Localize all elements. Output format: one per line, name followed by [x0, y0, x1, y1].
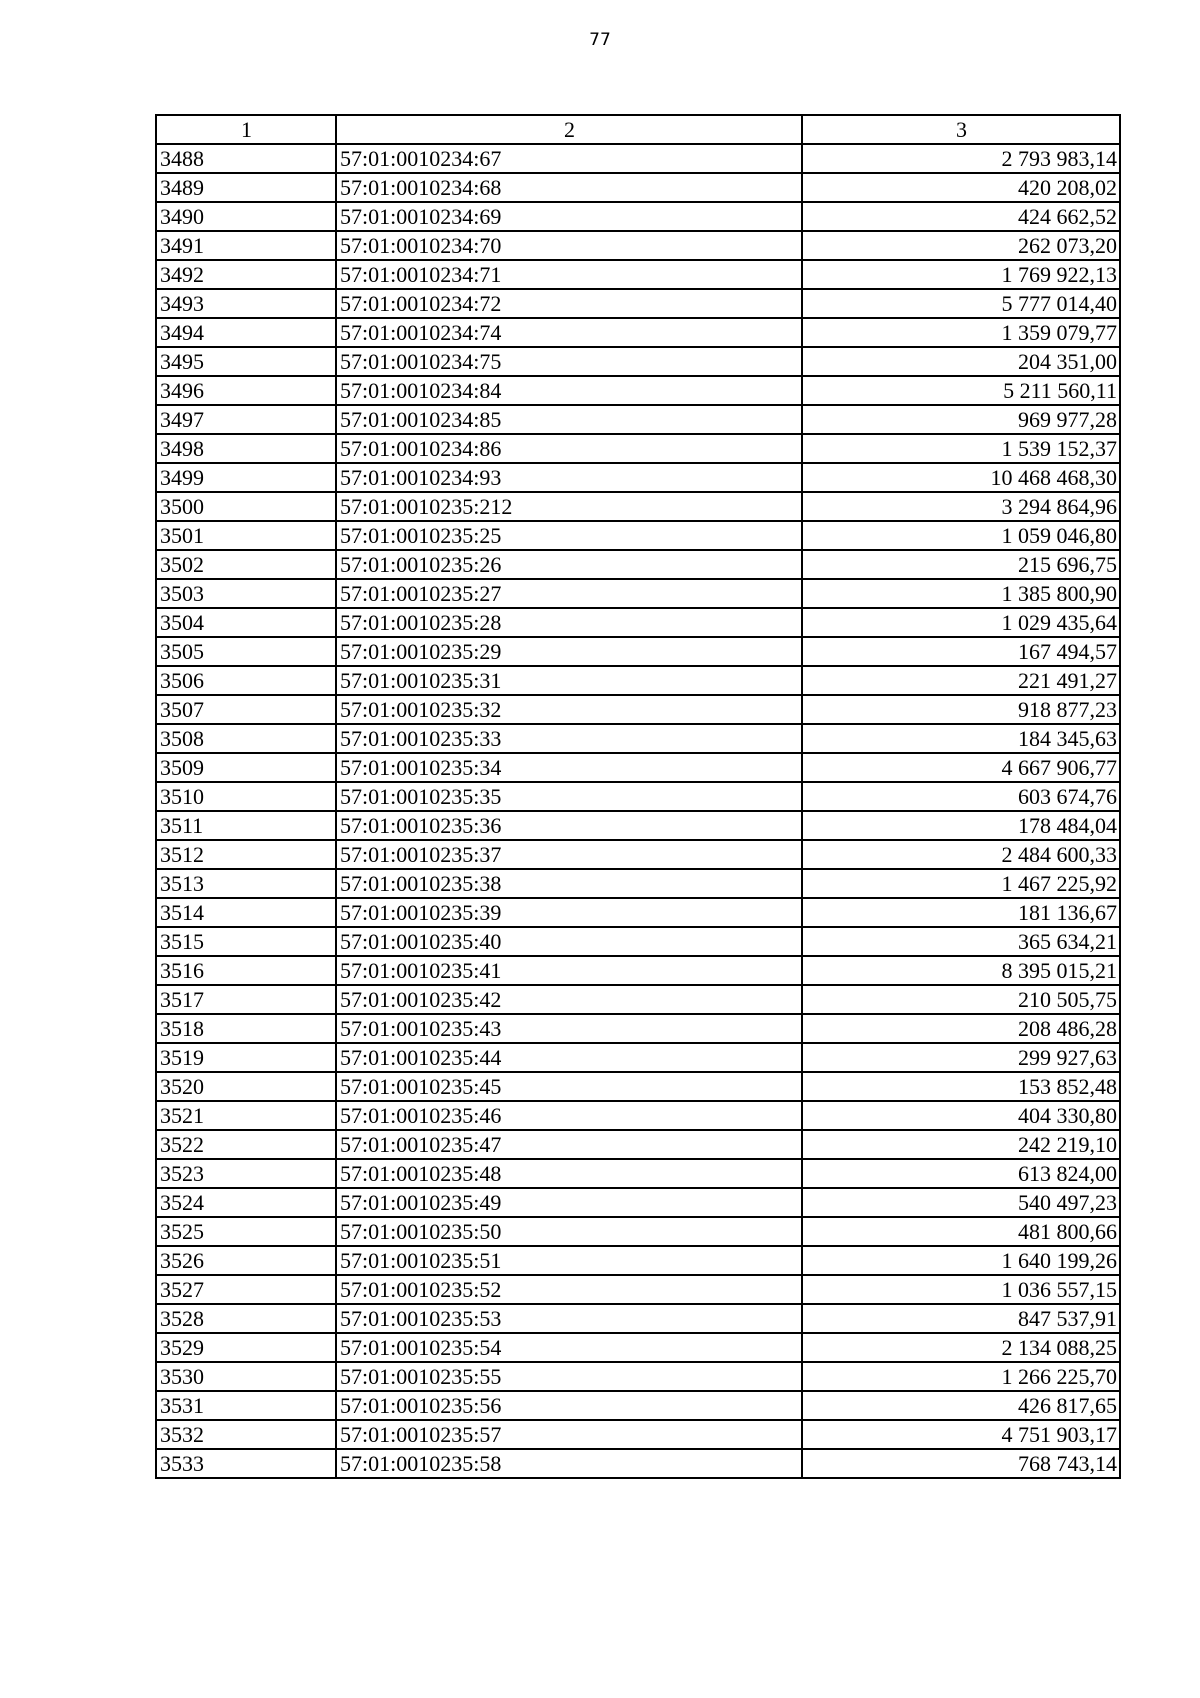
cadastral-value-cell: 1 539 152,37 [802, 434, 1120, 463]
row-number-cell: 3492 [156, 260, 336, 289]
table-row [156, 1420, 1120, 1449]
table-row [156, 811, 1120, 840]
cadastral-number-cell: 57:01:0010235:212 [336, 492, 802, 521]
cadastral-number-cell: 57:01:0010235:29 [336, 637, 802, 666]
cadastral-number-cell: 57:01:0010235:38 [336, 869, 802, 898]
row-number-cell: 3519 [156, 1043, 336, 1072]
cadastral-number-cell: 57:01:0010235:47 [336, 1130, 802, 1159]
column-header-number: 1 [156, 115, 336, 144]
row-number-cell: 3523 [156, 1159, 336, 1188]
cadastral-number-cell: 57:01:0010235:46 [336, 1101, 802, 1130]
table-row [156, 637, 1120, 666]
row-number-cell: 3533 [156, 1449, 336, 1478]
table-row [156, 956, 1120, 985]
cadastral-value-cell: 242 219,10 [802, 1130, 1120, 1159]
row-number-cell: 3488 [156, 144, 336, 173]
cadastral-value-cell: 1 059 046,80 [802, 521, 1120, 550]
cadastral-value-cell: 167 494,57 [802, 637, 1120, 666]
cadastral-value-cell: 178 484,04 [802, 811, 1120, 840]
cadastral-value-cell: 613 824,00 [802, 1159, 1120, 1188]
cadastral-number-cell: 57:01:0010235:55 [336, 1362, 802, 1391]
cadastral-value-cell: 481 800,66 [802, 1217, 1120, 1246]
table-row [156, 1304, 1120, 1333]
cadastral-number-cell: 57:01:0010235:51 [336, 1246, 802, 1275]
row-number-cell: 3531 [156, 1391, 336, 1420]
cadastral-number-cell: 57:01:0010234:69 [336, 202, 802, 231]
table-row [156, 1130, 1120, 1159]
cadastral-number-cell: 57:01:0010235:43 [336, 1014, 802, 1043]
cadastral-number-cell: 57:01:0010234:75 [336, 347, 802, 376]
row-number-cell: 3502 [156, 550, 336, 579]
row-number-cell: 3494 [156, 318, 336, 347]
column-header-value: 3 [802, 115, 1120, 144]
row-number-cell: 3511 [156, 811, 336, 840]
cadastral-value-cell: 4 751 903,17 [802, 1420, 1120, 1449]
cadastral-value-cell: 2 134 088,25 [802, 1333, 1120, 1362]
table-row [156, 1043, 1120, 1072]
table-row [156, 405, 1120, 434]
row-number-cell: 3510 [156, 782, 336, 811]
cadastral-number-cell: 57:01:0010234:68 [336, 173, 802, 202]
table-row [156, 1014, 1120, 1043]
cadastral-value-cell: 1 769 922,13 [802, 260, 1120, 289]
table-row [156, 289, 1120, 318]
cadastral-number-cell: 57:01:0010235:45 [336, 1072, 802, 1101]
table-row [156, 231, 1120, 260]
table-row [156, 1391, 1120, 1420]
cadastral-number-cell: 57:01:0010235:27 [336, 579, 802, 608]
row-number-cell: 3512 [156, 840, 336, 869]
table-row [156, 782, 1120, 811]
row-number-cell: 3504 [156, 608, 336, 637]
table-row [156, 202, 1120, 231]
row-number-cell: 3526 [156, 1246, 336, 1275]
cadastral-number-cell: 57:01:0010234:85 [336, 405, 802, 434]
table-row [156, 840, 1120, 869]
row-number-cell: 3529 [156, 1333, 336, 1362]
table-row [156, 1449, 1120, 1478]
table-body [156, 144, 1120, 1478]
cadastral-number-cell: 57:01:0010235:37 [336, 840, 802, 869]
row-number-cell: 3498 [156, 434, 336, 463]
row-number-cell: 3530 [156, 1362, 336, 1391]
row-number-cell: 3508 [156, 724, 336, 753]
cadastral-number-cell: 57:01:0010235:44 [336, 1043, 802, 1072]
cadastral-number-cell: 57:01:0010235:33 [336, 724, 802, 753]
row-number-cell: 3527 [156, 1275, 336, 1304]
row-number-cell: 3507 [156, 695, 336, 724]
cadastral-number-cell: 57:01:0010234:84 [336, 376, 802, 405]
row-number-cell: 3503 [156, 579, 336, 608]
cadastral-number-cell: 57:01:0010235:34 [336, 753, 802, 782]
cadastral-number-cell: 57:01:0010235:25 [336, 521, 802, 550]
table-row [156, 898, 1120, 927]
cadastral-value-cell: 204 351,00 [802, 347, 1120, 376]
cadastral-value-cell: 3 294 864,96 [802, 492, 1120, 521]
row-number-cell: 3509 [156, 753, 336, 782]
row-number-cell: 3528 [156, 1304, 336, 1333]
cadastral-value-cell: 221 491,27 [802, 666, 1120, 695]
cadastral-value-cell: 184 345,63 [802, 724, 1120, 753]
cadastral-number-cell: 57:01:0010235:57 [336, 1420, 802, 1449]
row-number-cell: 3524 [156, 1188, 336, 1217]
row-number-cell: 3517 [156, 985, 336, 1014]
cadastral-number-cell: 57:01:0010234:93 [336, 463, 802, 492]
table-header [156, 115, 1120, 144]
table-row [156, 376, 1120, 405]
cadastral-number-cell: 57:01:0010234:86 [336, 434, 802, 463]
table-row [156, 1246, 1120, 1275]
table-row [156, 869, 1120, 898]
cadastral-value-cell: 210 505,75 [802, 985, 1120, 1014]
table-row [156, 1101, 1120, 1130]
cadastral-number-cell: 57:01:0010235:26 [336, 550, 802, 579]
row-number-cell: 3514 [156, 898, 336, 927]
header-row [156, 115, 1120, 144]
row-number-cell: 3497 [156, 405, 336, 434]
cadastral-number-cell: 57:01:0010235:36 [336, 811, 802, 840]
cadastral-number-cell: 57:01:0010235:28 [336, 608, 802, 637]
cadastral-value-cell: 181 136,67 [802, 898, 1120, 927]
cadastral-number-cell: 57:01:0010235:42 [336, 985, 802, 1014]
cadastral-value-cell: 208 486,28 [802, 1014, 1120, 1043]
cadastral-value-table [155, 114, 1121, 1479]
cadastral-value-cell: 847 537,91 [802, 1304, 1120, 1333]
cadastral-value-cell: 153 852,48 [802, 1072, 1120, 1101]
row-number-cell: 3499 [156, 463, 336, 492]
table-row [156, 1333, 1120, 1362]
table-row [156, 985, 1120, 1014]
row-number-cell: 3500 [156, 492, 336, 521]
cadastral-value-cell: 2 793 983,14 [802, 144, 1120, 173]
cadastral-value-cell: 540 497,23 [802, 1188, 1120, 1217]
cadastral-number-cell: 57:01:0010235:35 [336, 782, 802, 811]
cadastral-number-cell: 57:01:0010234:67 [336, 144, 802, 173]
table-row [156, 318, 1120, 347]
row-number-cell: 3515 [156, 927, 336, 956]
cadastral-number-cell: 57:01:0010235:54 [336, 1333, 802, 1362]
cadastral-value-cell: 1 640 199,26 [802, 1246, 1120, 1275]
cadastral-number-cell: 57:01:0010235:58 [336, 1449, 802, 1478]
row-number-cell: 3522 [156, 1130, 336, 1159]
table-row [156, 608, 1120, 637]
cadastral-value-cell: 8 395 015,21 [802, 956, 1120, 985]
cadastral-value-cell: 5 211 560,11 [802, 376, 1120, 405]
row-number-cell: 3521 [156, 1101, 336, 1130]
table-row [156, 579, 1120, 608]
row-number-cell: 3532 [156, 1420, 336, 1449]
table-row [156, 521, 1120, 550]
table-row [156, 1217, 1120, 1246]
cadastral-value-cell: 5 777 014,40 [802, 289, 1120, 318]
row-number-cell: 3513 [156, 869, 336, 898]
cadastral-value-cell: 1 036 557,15 [802, 1275, 1120, 1304]
cadastral-value-cell: 1 266 225,70 [802, 1362, 1120, 1391]
cadastral-number-cell: 57:01:0010235:41 [336, 956, 802, 985]
cadastral-number-cell: 57:01:0010235:56 [336, 1391, 802, 1420]
row-number-cell: 3525 [156, 1217, 336, 1246]
cadastral-value-cell: 262 073,20 [802, 231, 1120, 260]
table-row [156, 1188, 1120, 1217]
cadastral-value-cell: 4 667 906,77 [802, 753, 1120, 782]
cadastral-value-cell: 299 927,63 [802, 1043, 1120, 1072]
table-row [156, 1362, 1120, 1391]
table-row [156, 463, 1120, 492]
table-row [156, 260, 1120, 289]
table-row [156, 927, 1120, 956]
cadastral-value-cell: 426 817,65 [802, 1391, 1120, 1420]
table-row [156, 724, 1120, 753]
cadastral-number-cell: 57:01:0010235:48 [336, 1159, 802, 1188]
table-row [156, 1159, 1120, 1188]
cadastral-number-cell: 57:01:0010235:39 [336, 898, 802, 927]
cadastral-value-cell: 603 674,76 [802, 782, 1120, 811]
cadastral-number-cell: 57:01:0010235:32 [336, 695, 802, 724]
table-row [156, 347, 1120, 376]
cadastral-value-cell: 768 743,14 [802, 1449, 1120, 1478]
row-number-cell: 3495 [156, 347, 336, 376]
table-row [156, 666, 1120, 695]
row-number-cell: 3516 [156, 956, 336, 985]
cadastral-number-cell: 57:01:0010235:52 [336, 1275, 802, 1304]
cadastral-value-cell: 1 467 225,92 [802, 869, 1120, 898]
row-number-cell: 3505 [156, 637, 336, 666]
cadastral-number-cell: 57:01:0010235:53 [336, 1304, 802, 1333]
cadastral-value-cell: 424 662,52 [802, 202, 1120, 231]
cadastral-value-cell: 420 208,02 [802, 173, 1120, 202]
row-number-cell: 3520 [156, 1072, 336, 1101]
table-row [156, 173, 1120, 202]
cadastral-number-cell: 57:01:0010235:50 [336, 1217, 802, 1246]
row-number-cell: 3490 [156, 202, 336, 231]
column-header-cadastral: 2 [336, 115, 802, 144]
row-number-cell: 3491 [156, 231, 336, 260]
cadastral-number-cell: 57:01:0010234:71 [336, 260, 802, 289]
cadastral-number-cell: 57:01:0010234:72 [336, 289, 802, 318]
row-number-cell: 3501 [156, 521, 336, 550]
cadastral-number-cell: 57:01:0010235:40 [336, 927, 802, 956]
row-number-cell: 3518 [156, 1014, 336, 1043]
cadastral-number-cell: 57:01:0010235:49 [336, 1188, 802, 1217]
cadastral-value-cell: 918 877,23 [802, 695, 1120, 724]
cadastral-value-cell: 2 484 600,33 [802, 840, 1120, 869]
cadastral-number-cell: 57:01:0010235:31 [336, 666, 802, 695]
page-number: 77 [589, 30, 611, 50]
table-row [156, 1072, 1120, 1101]
cadastral-value-cell: 10 468 468,30 [802, 463, 1120, 492]
table-row [156, 492, 1120, 521]
row-number-cell: 3506 [156, 666, 336, 695]
table-row [156, 1275, 1120, 1304]
table-row [156, 753, 1120, 782]
cadastral-value-cell: 1 385 800,90 [802, 579, 1120, 608]
cadastral-value-cell: 1 029 435,64 [802, 608, 1120, 637]
row-number-cell: 3489 [156, 173, 336, 202]
cadastral-value-cell: 969 977,28 [802, 405, 1120, 434]
table-row [156, 144, 1120, 173]
table-row [156, 550, 1120, 579]
cadastral-value-cell: 215 696,75 [802, 550, 1120, 579]
cadastral-value-cell: 365 634,21 [802, 927, 1120, 956]
row-number-cell: 3493 [156, 289, 336, 318]
cadastral-number-cell: 57:01:0010234:74 [336, 318, 802, 347]
cadastral-number-cell: 57:01:0010234:70 [336, 231, 802, 260]
table-row [156, 434, 1120, 463]
cadastral-value-cell: 404 330,80 [802, 1101, 1120, 1130]
table-row [156, 695, 1120, 724]
row-number-cell: 3496 [156, 376, 336, 405]
cadastral-value-cell: 1 359 079,77 [802, 318, 1120, 347]
